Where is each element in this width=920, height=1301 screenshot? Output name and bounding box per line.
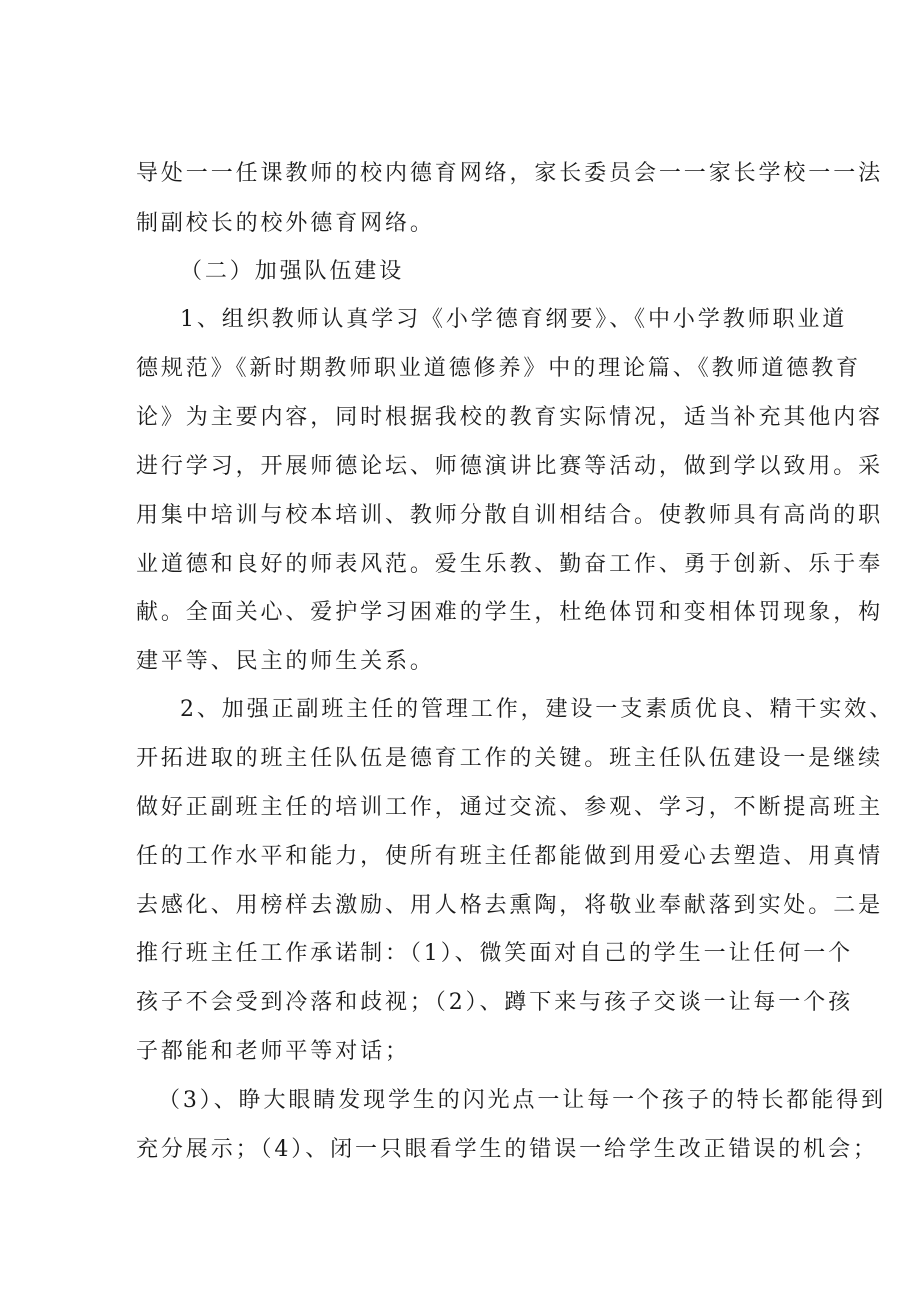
text-line: （3）、睁大眼睛发现学生的闪光点一让每一个孩子的特长都能得到 [158, 1088, 886, 1113]
text-line: 业道德和良好的师表风范。爱生乐教、勤奋工作、勇于创新、乐于奉 [136, 552, 884, 577]
text-line: 孩子不会受到冷落和歧视；（2）、蹲下来与孩子交谈一让每一个孩 [136, 990, 853, 1015]
text-line: 献。全面关心、爱护学习困难的学生，杜绝体罚和变相体罚现象，构 [136, 600, 884, 625]
text-line: 充分展示；（4）、闭一只眼看学生的错误一给学生改正错误的机会； [136, 1137, 878, 1162]
text-line: 推行班主任工作承诺制：（1）、微笑面对自己的学生一让任何一个 [136, 941, 853, 966]
text-line: 用集中培训与校本培训、教师分散自训相结合。使教师具有高尚的职 [136, 503, 884, 528]
text-line: 去感化、用榜样去激励、用人格去熏陶，将敬业奉献落到实处。二是 [136, 893, 884, 918]
text-line: 子都能和老师平等对话； [136, 1039, 410, 1064]
text-line: 开拓进取的班主任队伍是德育工作的关键。班主任队伍建设一是继续 [136, 746, 884, 771]
section-heading: （二）加强队伍建设 [180, 259, 405, 284]
text-line: 任的工作水平和能力，使所有班主任都能做到用爱心去塑造、用真情 [136, 844, 884, 869]
text-line: 进行学习，开展师德论坛、师德演讲比赛等活动，做到学以致用。采 [136, 454, 884, 479]
text-line: 制副校长的校外德育网络。 [136, 211, 435, 236]
text-line: 做好正副班主任的培训工作，通过交流、参观、学习，不断提高班主 [136, 795, 884, 820]
text-line: 论》为主要内容，同时根据我校的教育实际情况，适当补充其他内容 [136, 405, 884, 430]
text-line: 德规范》《新时期教师职业道德修养》中的理论篇、《教师道德教育 [136, 356, 862, 381]
text-line: 2、加强正副班主任的管理工作，建设一支素质优良、精干实效、 [180, 697, 895, 722]
text-line: 建平等、民主的师生关系。 [136, 649, 435, 674]
text-line: 导处一一任课教师的校内德育网络，家长委员会一一家长学校一一法 [136, 161, 884, 186]
text-line: 1、组织教师认真学习《小学德育纲要》、《中小学教师职业道 [180, 307, 848, 332]
